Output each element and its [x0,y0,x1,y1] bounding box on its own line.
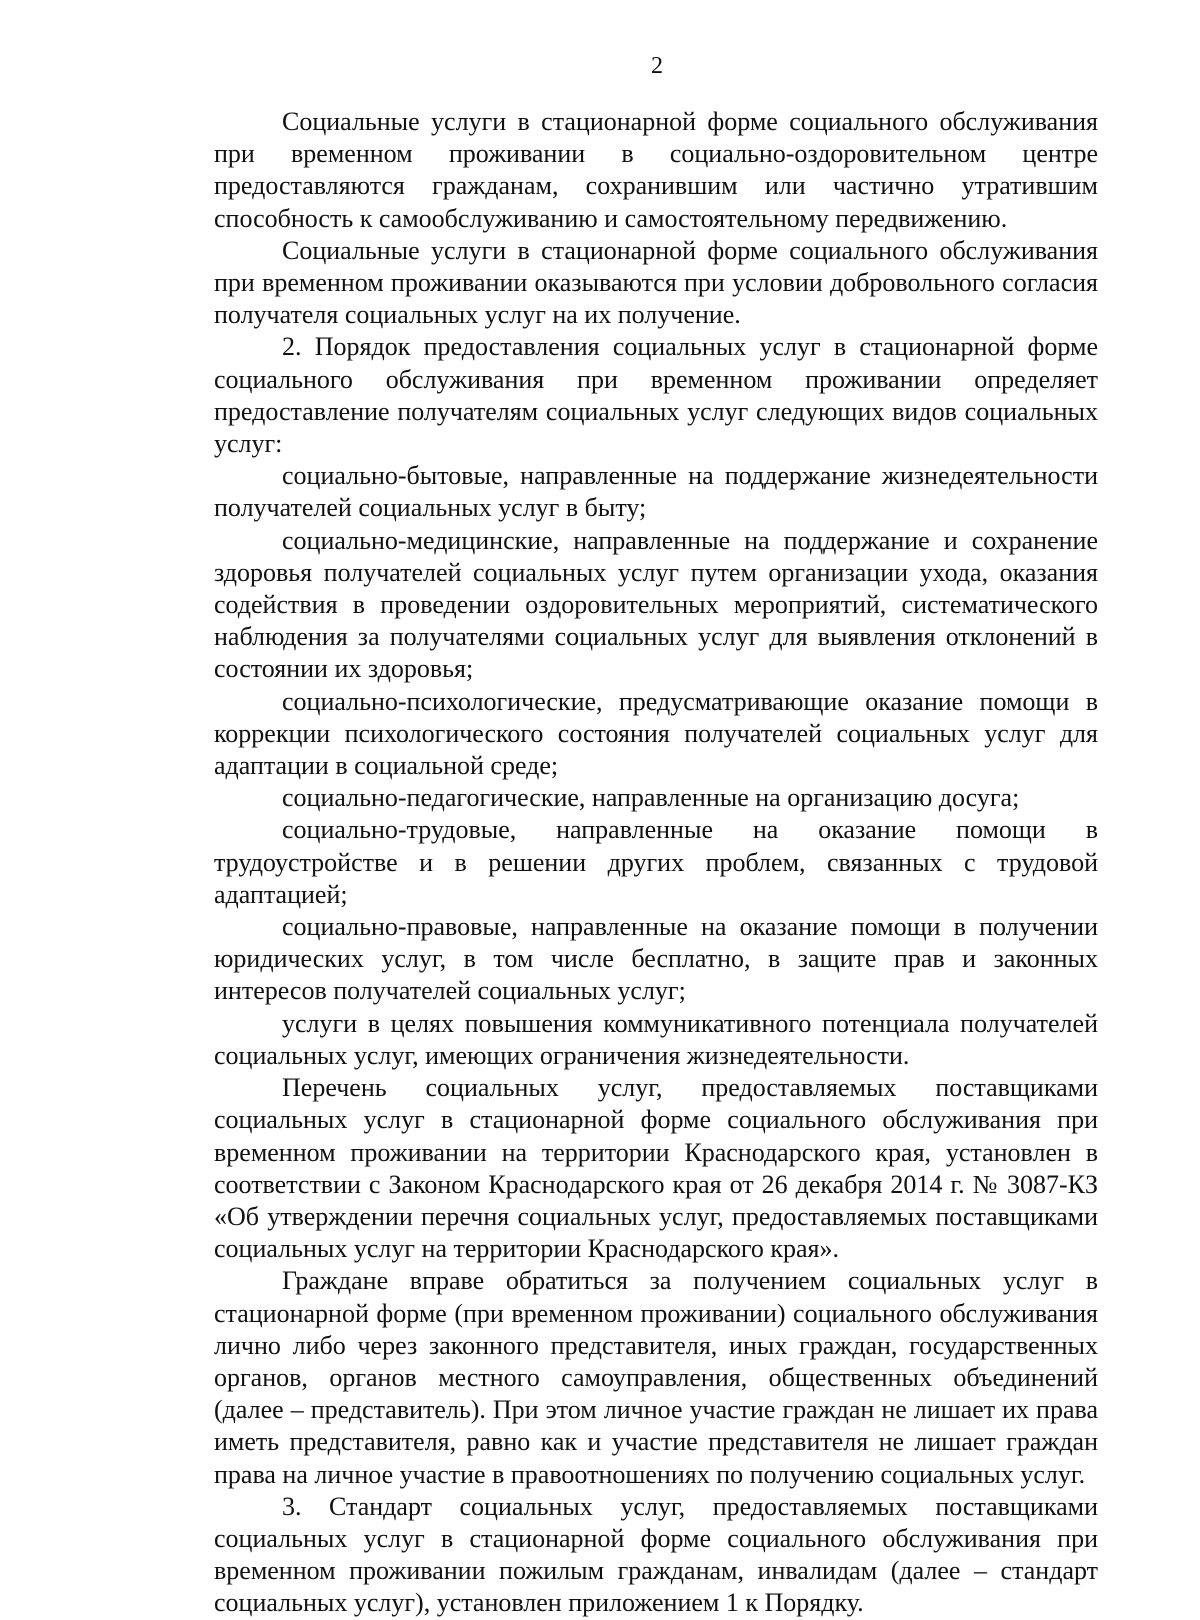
paragraph-procedure-service-types: 2. Порядок предоставления социальных услуг в стационарной форме социального обслуживания при временном проживании определяет предоставление получателям социальных услуг следующих видов социальных услуг: [214,332,1098,459]
paragraph-social-household: социально-бытовые, направленные на поддержание жизнедеятельности получателей социальных услуг в быту; [214,461,1098,523]
paragraph-social-medical: социально-медицинские, направленные на поддержание и сохранение здоровья получателей социальных услуг путем организации ухода, оказания содействия в проведении оздоровительных мероприятий, систематического наблюдения за получателями социальных услуг для выявления отклонений в состоянии их здоровья; [214,525,1098,684]
paragraph-stationary-services-center: Социальные услуги в стационарной форме социального обслуживания при временном проживании в социально-оздоровительном центре предоставляются гражданам, сохранившим или частично утратившим способность к самообслуживанию и самостоятельному передвижению. [214,107,1098,233]
paragraph-voluntary-consent: Социальные услуги в стационарной форме социального обслуживания при временном проживании оказываются при условии добровольного согласия получателя социальных услуг на их получение. [214,235,1098,330]
paragraph-social-psychological: социально-психологические, предусматривающие оказание помощи в коррекции психологического состояния получателей социальных услуг для адаптации в социальной среде; [214,686,1098,781]
document-body [214,106,1098,1620]
paragraph-citizens-representative: Граждане вправе обратиться за получением социальных услуг в стационарной форме (при временном проживании) социального обслуживания лично либо через законного представителя, иных граждан, государственных органов, органов местного самоуправления, общественных объединений (далее – представитель). При этом личное участие граждан не лишает их права иметь представителя, равно как и участие представителя не лишает граждан права на личное участие в правоотношениях по получению социальных услуг. [214,1266,1098,1489]
paragraph-communication-services: услуги в целях повышения коммуникативного потенциала получателей социальных услуг, имеющих ограничения жизнедеятельности. [214,1008,1098,1070]
page-number: 2 [651,53,663,79]
paragraph-social-pedagogical: социально-педагогические, направленные на организацию досуга; [282,783,1020,813]
paragraph-services-standard: 3. Стандарт социальных услуг, предоставляемых поставщиками социальных услуг в стационарной форме социального обслуживания при временном проживании пожилым гражданам, инвалидам (далее – стандарт социальных услуг), установлен приложением 1 к Порядку. [214,1491,1098,1618]
paragraph-social-labor: социально-трудовые, направленные на оказание помощи в трудоустройстве и в решении других проблем, связанных с трудовой адаптацией; [214,815,1098,909]
paragraph-services-list-law: Перечень социальных услуг, предоставляемых поставщиками социальных услуг в стационарной форме социального обслуживания при временном проживании на территории Краснодарского края, установлен в соответствии с Законом Краснодарского края от 26 декабря 2014 г. № 3087-КЗ «Об утверждении перечня социальных услуг, предоставляемых поставщиками социальных услуг на территории Краснодарского края». [214,1073,1098,1264]
paragraph-social-legal: социально-правовые, направленные на оказание помощи в получении юридических услуг, в том числе бесплатно, в защите прав и законных интересов получателей социальных услуг; [214,912,1098,1006]
